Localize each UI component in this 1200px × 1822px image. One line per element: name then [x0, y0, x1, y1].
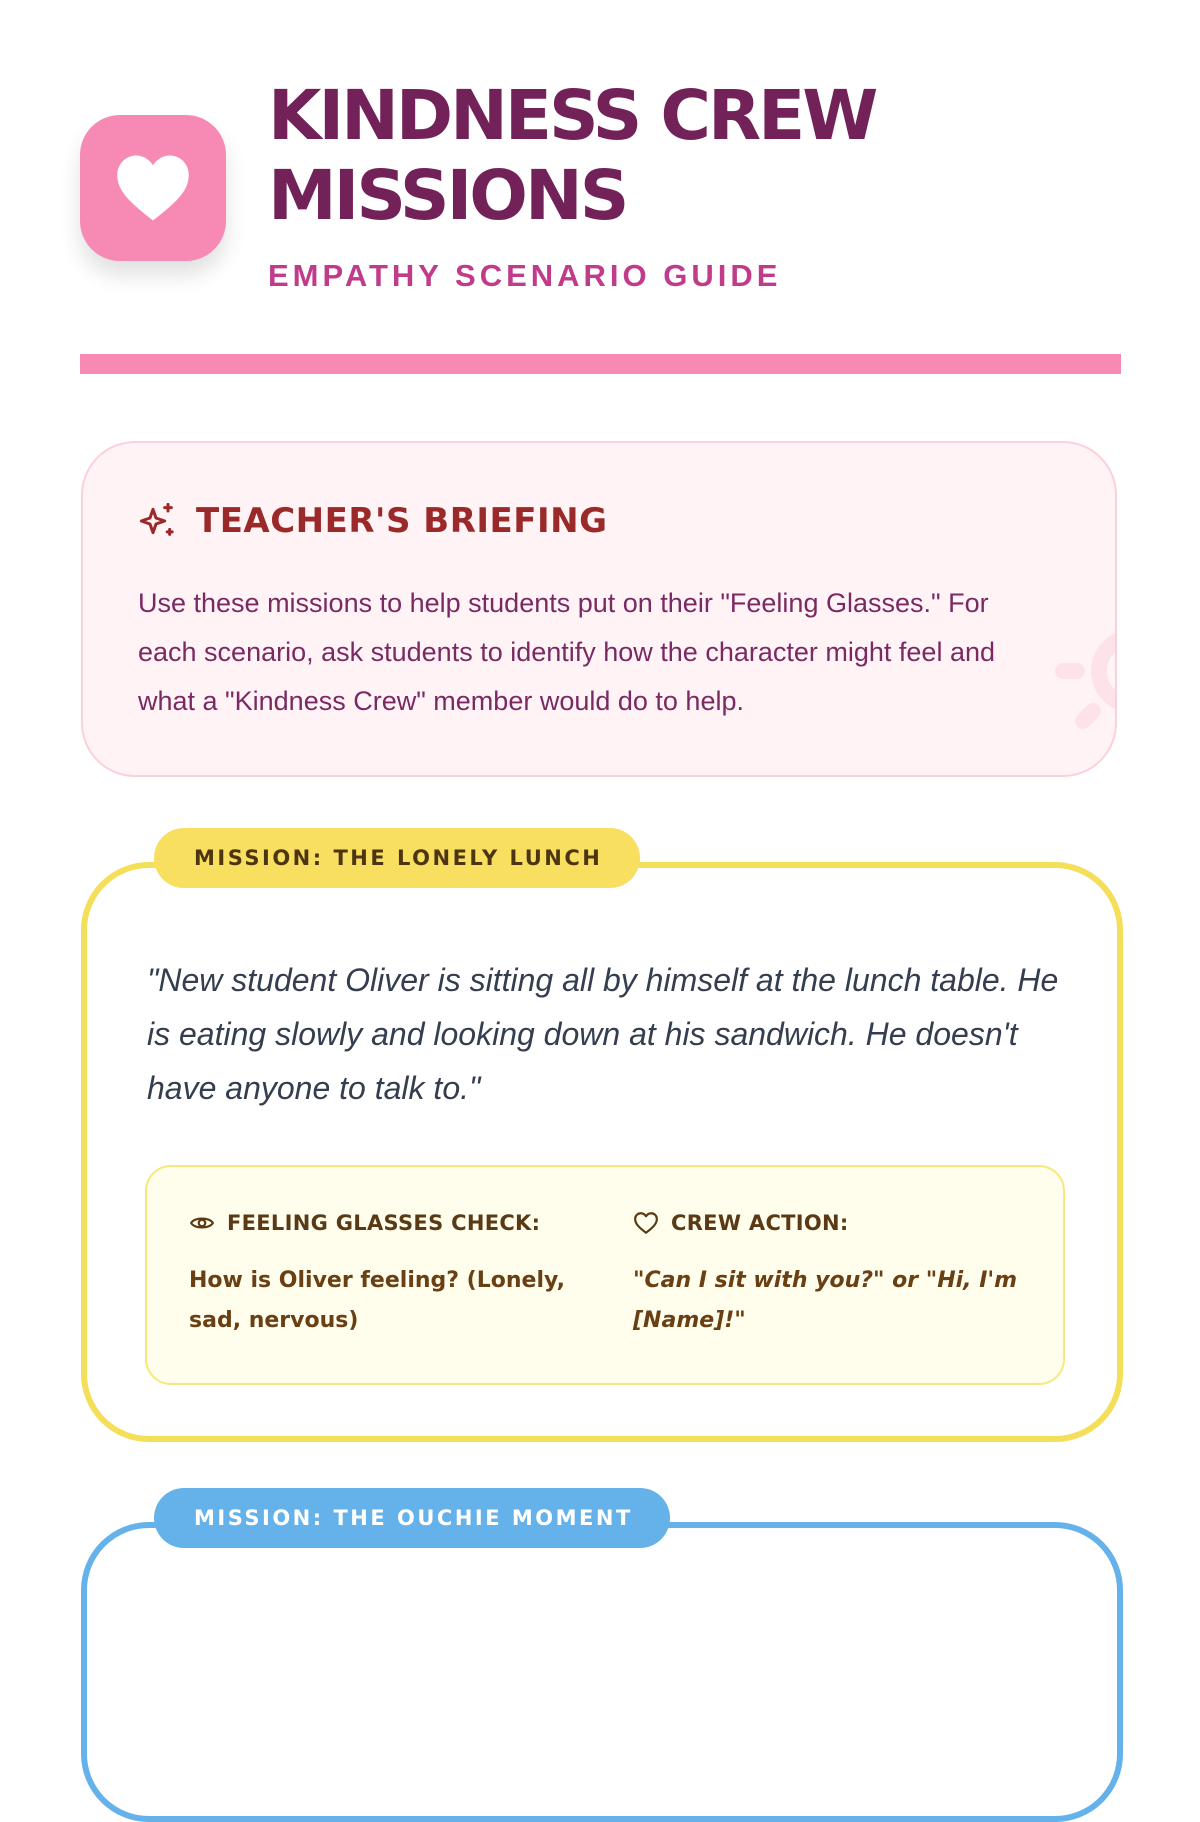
crew-action-header — [633, 1207, 1033, 1239]
eye-icon — [189, 1210, 215, 1236]
heart-icon — [114, 152, 192, 224]
heart-outline-icon — [633, 1210, 659, 1236]
mission-card-lonely-lunch — [81, 862, 1123, 1442]
teachers-briefing-card — [81, 441, 1117, 777]
briefing-title: TEACHER'S BRIEFING — [196, 501, 608, 541]
feeling-glasses-header — [189, 1207, 579, 1239]
mission-scenario: "New student Oliver is sitting all by himself at the lunch table. He is eating slowly and looking down at his sandwich. He doesn't have anyone to talk to." — [147, 962, 1059, 1106]
mission-tab-lonely-lunch: MISSION: THE LONELY LUNCH — [154, 828, 640, 888]
feeling-glasses-section — [189, 1207, 579, 1341]
crew-action-label: CREW ACTION: — [671, 1211, 849, 1235]
briefing-text: Use these missions to help students put on their "Feeling Glasses." For each scenario, ask students to identify how the character might feel and what a "Kindness Crew" member would do to help. — [138, 588, 995, 716]
mission-card-ouchie-moment — [81, 1522, 1123, 1822]
page-title: KINDNESS CREW MISSIONS — [268, 76, 876, 236]
mission-prompt-box — [145, 1165, 1065, 1385]
crew-action-text: "Can I sit with you?" or "Hi, I'm [Name]!" — [633, 1268, 1018, 1333]
crew-action-section — [633, 1207, 1033, 1341]
feeling-glasses-text: How is Oliver feeling? (Lonely, sad, nervous) — [189, 1268, 565, 1333]
briefing-header — [138, 501, 608, 541]
header-divider — [80, 354, 1121, 374]
feeling-glasses-label: FEELING GLASSES CHECK: — [227, 1211, 541, 1235]
mission-tab-ouchie-moment: MISSION: THE OUCHIE MOMENT — [154, 1488, 670, 1548]
sparkle-icon — [138, 501, 178, 541]
logo-badge — [80, 115, 226, 261]
page-subtitle: EMPATHY SCENARIO GUIDE — [268, 258, 782, 293]
